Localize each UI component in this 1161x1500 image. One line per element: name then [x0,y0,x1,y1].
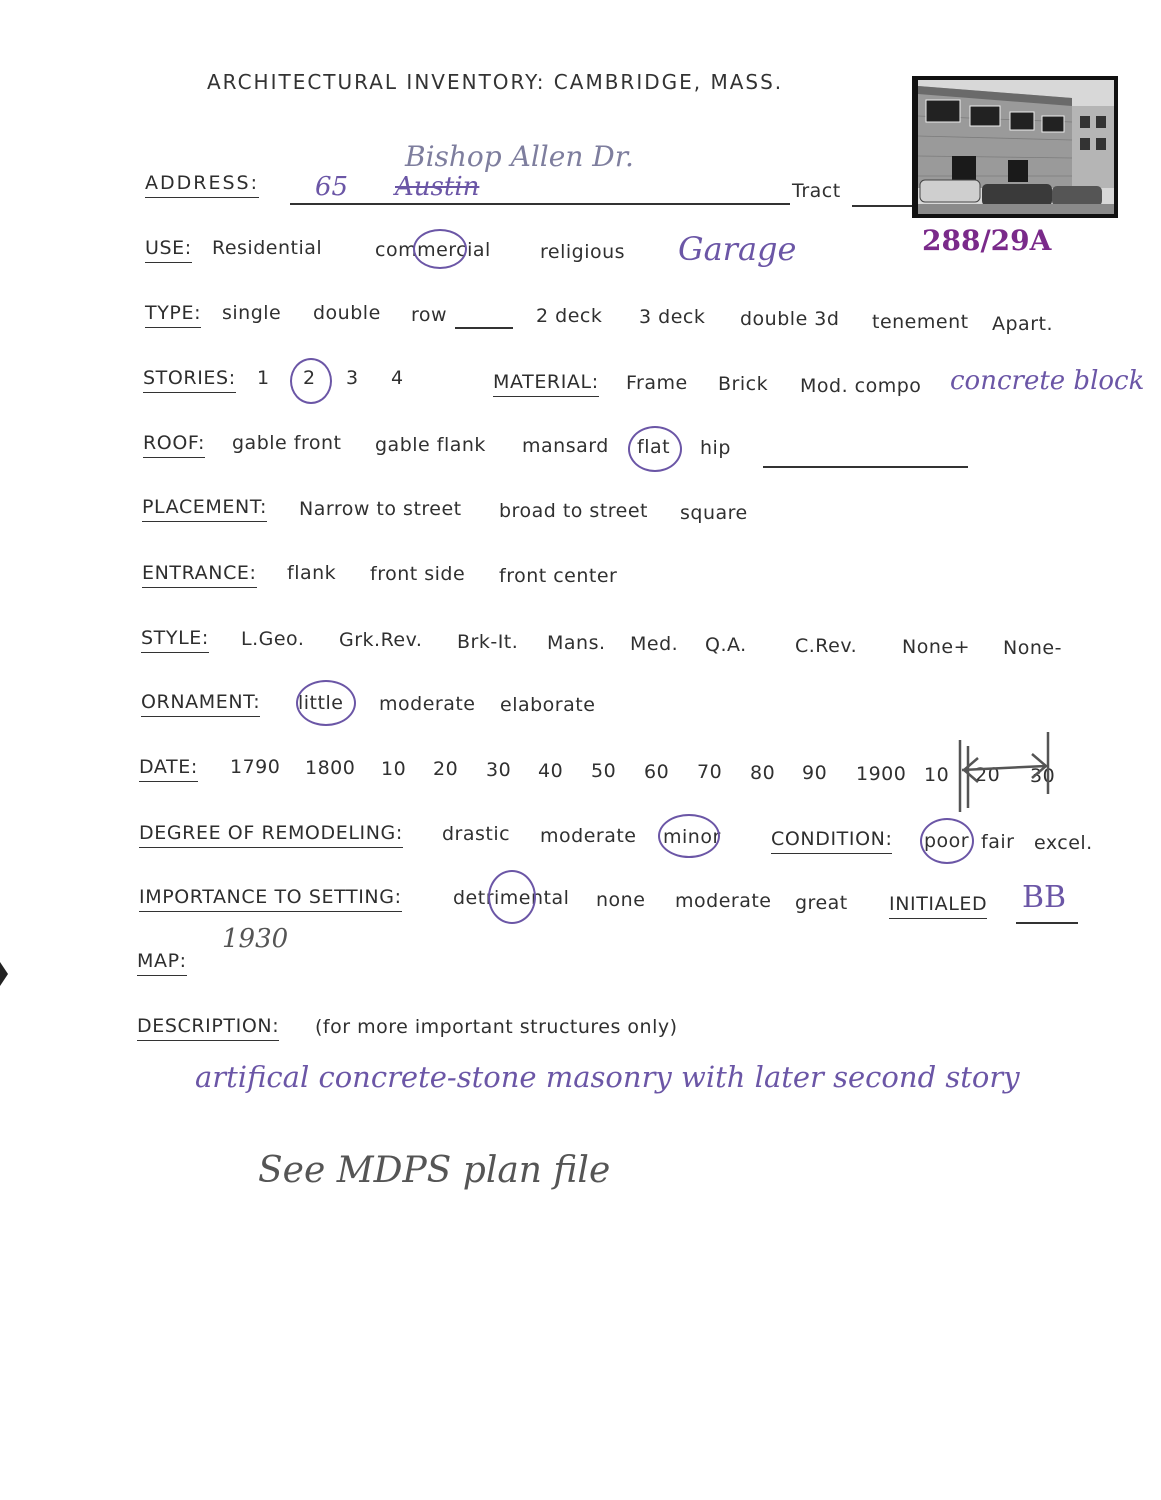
date-option-60: 60 [644,761,670,783]
roof-option-gablefront: gable front [232,432,342,454]
remodeling-option-moderate: moderate [540,825,637,847]
type-label: TYPE: [145,302,201,328]
tract-line [852,205,912,207]
material-option-modcompo: Mod. compo [800,375,922,397]
description-handwritten-line2: See MDPS plan file [258,1150,611,1191]
date-option-10: 10 [381,758,407,780]
use-selected-circle [413,229,467,269]
page-edge-mark [0,962,10,986]
description-label: DESCRIPTION: [137,1015,279,1041]
building-photo [912,76,1118,218]
type-option-double: double [313,302,381,324]
remodeling-selected-circle [658,814,720,858]
type-option-row: row [411,304,448,326]
importance-option-none: none [596,889,646,911]
style-option-crev: C.Rev. [795,635,858,657]
stories-option-2: 2 [303,367,316,389]
use-handwritten-garage: Garage [678,230,797,268]
use-option-residential: Residential [212,237,323,259]
entrance-option-frontside: front side [370,563,466,585]
roof-option-flat: flat [637,436,671,458]
ornament-selected-circle [296,680,356,726]
style-option-lgeo: L.Geo. [241,628,305,650]
initialed-label: INITIALED [889,893,987,919]
date-option-1900: 1900 [856,763,907,785]
date-option-90: 90 [802,762,828,784]
condition-label: CONDITION: [771,828,892,854]
type-option-3deck: 3 deck [639,306,706,328]
map-label: MAP: [137,950,187,976]
material-option-frame: Frame [626,372,688,394]
style-label: STYLE: [141,627,209,653]
style-option-mans: Mans. [547,632,606,654]
condition-option-excel: excel. [1034,832,1093,854]
style-option-brkit: Brk-It. [457,631,519,653]
entrance-label: ENTRANCE: [142,562,257,588]
description-note: (for more important structures only) [315,1016,678,1038]
date-option-1920: 20 [975,764,1001,786]
remodeling-option-drastic: drastic [442,823,511,845]
roof-option-gableflank: gable flank [375,434,486,456]
date-option-1790: 1790 [230,756,281,778]
type-option-single: single [222,302,282,324]
initialed-handwritten: BB [1022,880,1067,915]
date-option-80: 80 [750,762,776,784]
date-option-1910: 10 [924,764,950,786]
type-row-blank [455,327,513,329]
ornament-option-little: little [298,692,344,714]
placement-option-narrow: Narrow to street [299,498,462,520]
style-option-noneminus: None- [1003,637,1062,659]
address-line [290,203,790,205]
date-option-50: 50 [591,760,617,782]
tract-label: Tract [792,180,841,202]
style-option-grkrev: Grk.Rev. [339,629,423,651]
reference-number: 288/29A [922,224,1052,257]
roof-option-hip: hip [700,437,731,459]
ornament-option-elaborate: elaborate [500,694,596,716]
date-option-20: 20 [433,758,459,780]
importance-selected-circle [488,870,536,924]
entrance-option-flank: flank [287,562,337,584]
stories-label: STORIES: [143,367,236,393]
placement-option-broad: broad to street [499,500,649,522]
stories-option-3: 3 [346,367,359,389]
date-label: DATE: [139,756,198,782]
address-number-handwritten: 65 [315,172,349,202]
material-label: MATERIAL: [493,371,599,397]
form-header: ARCHITECTURAL INVENTORY: CAMBRIDGE, MASS. [207,70,784,94]
address-street-handwritten: Bishop Allen Dr. [405,140,634,173]
description-handwritten-line1: artifical concrete-stone masonry with later second story [195,1060,1020,1094]
date-option-1800: 1800 [305,757,356,779]
stories-option-4: 4 [391,367,404,389]
importance-option-great: great [795,892,848,914]
date-option-1930: 30 [1030,765,1056,787]
remodeling-label: DEGREE OF REMODELING: [139,822,403,848]
use-option-religious: religious [540,241,626,263]
type-option-double3d: double 3d [740,308,840,330]
date-option-40: 40 [538,760,564,782]
importance-option-detrimental: detrimental [453,887,570,909]
date-option-70: 70 [697,761,723,783]
style-option-qa: Q.A. [705,634,747,656]
entrance-option-frontcenter: front center [499,565,618,587]
initialed-line [1016,922,1078,924]
condition-option-fair: fair [981,831,1015,853]
roof-option-mansard: mansard [522,435,609,457]
stories-option-1: 1 [257,367,270,389]
address-crossed-out: Austin [395,172,480,202]
roof-selected-circle [628,426,682,472]
use-label: USE: [145,237,192,263]
date-option-30: 30 [486,759,512,781]
roof-blank-line [763,466,968,468]
condition-selected-circle [920,818,974,864]
roof-label: ROOF: [143,432,205,458]
remodeling-option-minor: minor [663,826,721,848]
condition-option-poor: poor [924,830,970,852]
importance-label: IMPORTANCE TO SETTING: [139,886,402,912]
type-option-apart: Apart. [992,313,1054,335]
importance-option-moderate: moderate [675,890,772,912]
type-option-tenement: tenement [872,311,969,333]
ornament-option-moderate: moderate [379,693,476,715]
ornament-label: ORNAMENT: [141,691,260,717]
material-option-brick: Brick [718,373,769,395]
date-range-arrow-mark [948,728,1058,818]
map-handwritten: 1930 [222,924,289,954]
placement-label: PLACEMENT: [142,496,267,522]
address-label: ADDRESS: [145,172,259,198]
stories-selected-circle [290,358,332,404]
type-option-2deck: 2 deck [536,305,603,327]
placement-option-square: square [680,502,748,524]
style-option-med: Med. [630,633,679,655]
building-photo-image [912,76,1118,218]
use-option-commercial: commercial [375,239,491,261]
material-handwritten: concrete block [950,366,1145,396]
style-option-noneplus: None+ [902,636,970,658]
